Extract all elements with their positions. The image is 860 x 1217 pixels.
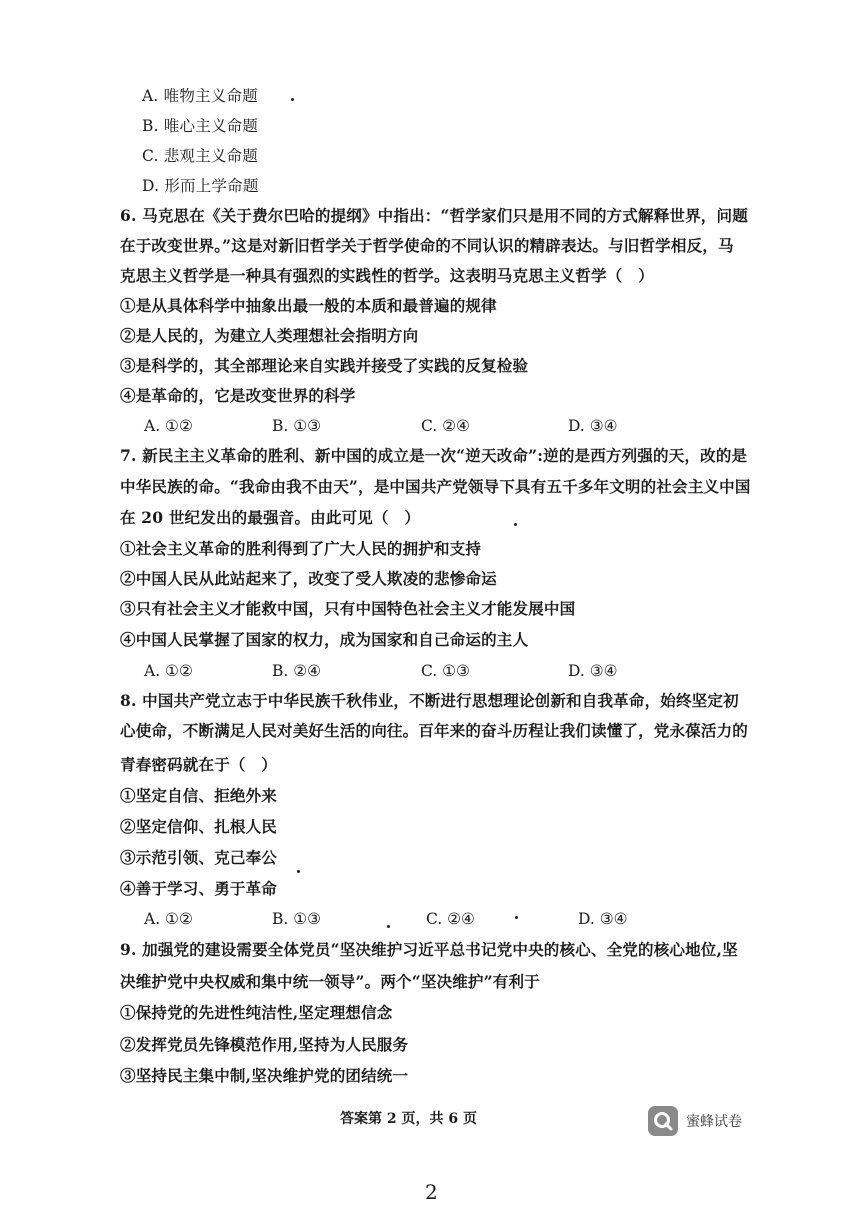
q8-choice-c: C. ②④ [426,910,475,928]
q7-choice-c: C. ①③ [421,662,470,680]
q9-statement-1: ①保持党的先进性纯洁性,坚定理想信念 [120,1003,393,1022]
q6-choice-a: A. ①② [144,417,193,435]
q8-stem-line-3: 青春密码就在于（ ） [120,755,278,774]
q7-statement-1: ①社会主义革命的胜利得到了广大人民的拥护和支持 [120,539,482,558]
q7-stem-line-1: 7. 新民主主义革命的胜利、新中国的成立是一次“逆天改命”:逆的是西方列强的天，改的是 [120,446,748,465]
q8-statement-3: ③示范引领、克己奉公 [120,848,278,867]
q5-option-a: A. 唯物主义命题 [142,87,258,105]
q9-stem-line-1: 9. 加强党的建设需要全体党员“坚决维护习近平总书记党中央的核心、全党的核心地位,坚 [120,940,738,959]
q5-option-d: D. 形而上学命题 [142,177,259,195]
q8-statement-2: ②坚定信仰、扎根人民 [120,817,278,836]
scan-speck [515,916,518,919]
q6-statement-1: ①是从具体科学中抽象出最一般的本质和最普遍的规律 [120,296,497,315]
q7-statement-2: ②中国人民从此站起来了，改变了受人欺凌的悲惨命运 [120,569,497,588]
q6-stem-line-1: 6. 马克思在《关于费尔巴哈的提纲》中指出：“哲学家们只是用不同的方式解释世界，问题 [120,206,748,225]
scan-speck [291,98,294,101]
page-number: 2 [425,1180,438,1204]
q7-choice-a: A. ①② [144,662,193,680]
q8-statement-4: ④善于学习、勇于革命 [120,879,278,898]
q6-choice-c: C. ②④ [421,417,470,435]
q6-choice-b: B. ①③ [272,417,322,435]
q8-stem-line-2: 心使命，不断满足人民对美好生活的向往。百年来的奋斗历程让我们读懂了，党永葆活力的 [120,721,749,740]
q8-stem-line-1: 8. 中国共产党立志于中华民族千秋伟业，不断进行思想理论创新和自我革命，始终坚定初 [120,691,739,710]
q8-choice-b: B. ①③ [272,910,322,928]
q9-stem-line-2: 决维护党中央权威和集中统一领导”。两个“坚决维护”有利于 [120,972,540,991]
q9-statement-3: ③坚持民主集中制,坚决维护党的团结统一 [120,1066,409,1085]
page-footer: 答案第 2 页，共 6 页 [340,1111,477,1127]
q8-statement-1: ①坚定自信、拒绝外来 [120,786,278,805]
q5-option-c: C. 悲观主义命题 [142,147,258,165]
q8-choice-d: D. ③④ [578,910,628,928]
scan-speck [514,523,517,526]
q6-choice-d: D. ③④ [568,417,618,435]
scan-speck [387,925,390,928]
q5-option-b: B. 唯心主义命题 [142,117,259,135]
q7-choice-b: B. ②④ [272,662,322,680]
q7-stem-line-2: 中华民族的命。“我命由我不由天”，是中国共产党领导下具有五千多年文明的社会主义中国 [120,477,751,496]
q7-statement-4: ④中国人民掌握了国家的权力，成为国家和自己命运的主人 [120,630,529,649]
q7-statement-3: ③只有社会主义才能救中国，只有中国特色社会主义才能发展中国 [120,599,576,618]
q9-statement-2: ②发挥党员先锋模范作用,坚持为人民服务 [120,1035,409,1054]
bee-logo-icon [648,1106,678,1136]
q6-statement-2: ②是人民的，为建立人类理想社会指明方向 [120,326,419,345]
q6-stem-line-2: 在于改变世界。”这是对新旧哲学关于哲学使命的不同认识的精辟表达。与旧哲学相反，马 [120,236,734,255]
watermark-text: 蜜蜂试卷 [686,1114,742,1130]
q6-statement-4: ④是革命的，它是改变世界的科学 [120,386,356,405]
scan-speck [297,870,300,873]
q6-statement-3: ③是科学的，其全部理论来自实践并接受了实践的反复检验 [120,356,529,375]
q7-stem-line-3: 在 20 世纪发出的最强音。由此可见（ ） [120,508,421,527]
q7-choice-d: D. ③④ [568,662,618,680]
q8-choice-a: A. ①② [144,910,193,928]
watermark [648,1106,742,1136]
q6-stem-line-3: 克思主义哲学是一种具有强烈的实践性的哲学。这表明马克思主义哲学（ ） [120,266,654,285]
